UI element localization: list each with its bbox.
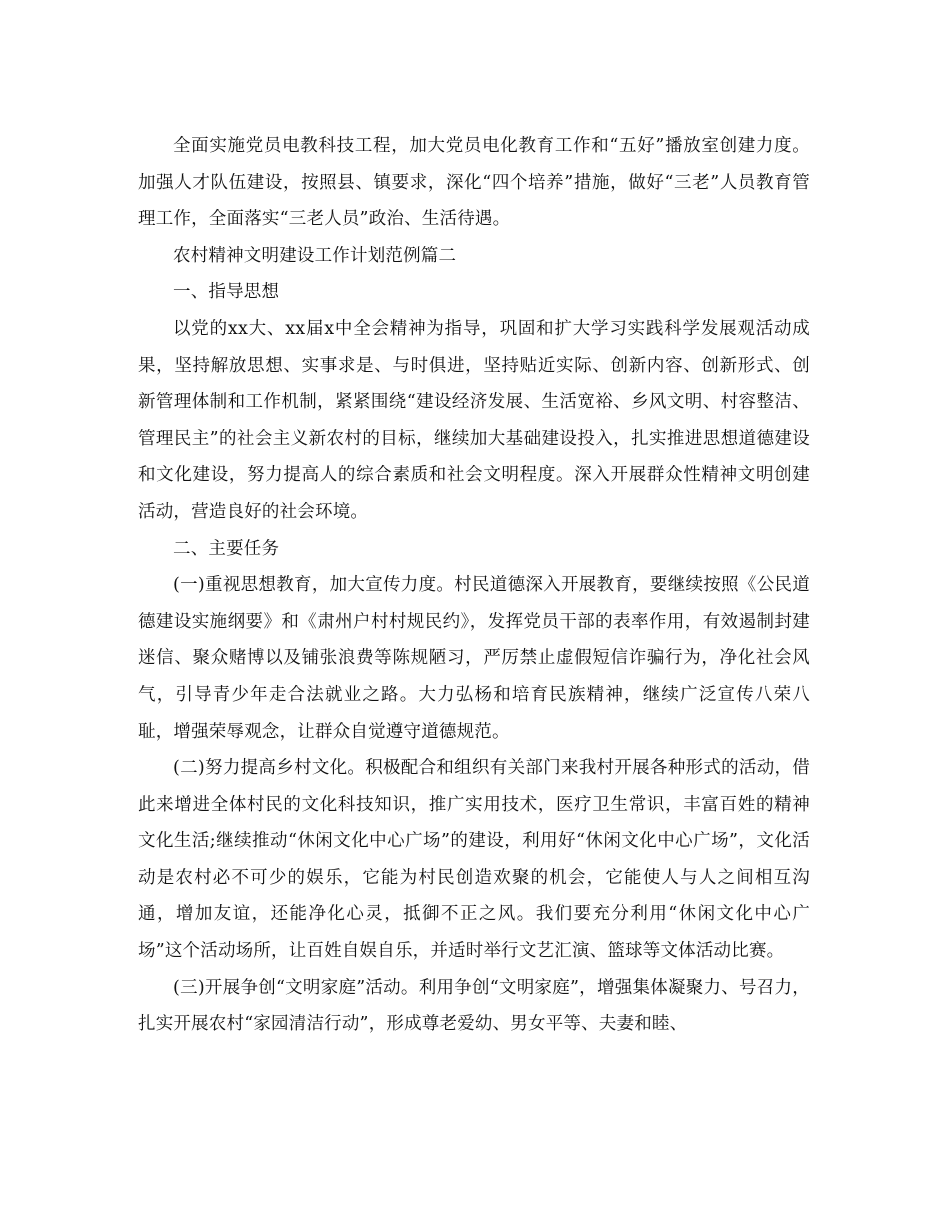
paragraph-guiding-ideology: 以党的xx大、xx届x中全会精神为指导，巩固和扩大学习实践科学发展观活动成果，坚持解放思想、实事求是、与时俱进，坚持贴近实际、创新内容、创新形式、创新管理体制和工作机制，紧紧围绕“建设经济发展、生活宽裕、乡风文明、村容整洁、管理民主”的社会主义新农村的目标，继续加大基础建设投入，扎实推进思想道德建设和文化建设，努力提高人的综合素质和社会文明程度。深入开展群众性精神文明创建活动，营造良好的社会环境。: [138, 318, 810, 522]
section-title-plan-example-two: 农村精神文明建设工作计划范例篇二: [173, 245, 457, 266]
heading-guiding-ideology: 一、指导思想: [173, 282, 280, 303]
paragraph-task-two: (二)努力提高乡村文化。积极配合和组织有关部门来我村开展各种形式的活动，借此来增进全体村民的文化科技知识，推广实用技术，医疗卫生常识，丰富百姓的精神文化生活;继续推动“休闲文化中心广场”的建设，利用好“休闲文化中心广场”，文化活动是农村必不可少的娱乐，它能为村民创造欢聚的机会，它能使人与人之间相互沟通，增加友谊，还能净化心灵，抵御不正之风。我们要充分利用“休闲文化中心广场”这个活动场所，让百姓自娱自乐，并适时举行文艺汇演、篮球等文体活动比赛。: [138, 758, 810, 962]
heading-main-tasks: 二、主要任务: [173, 538, 280, 559]
paragraph-task-one: (一)重视思想教育，加大宣传力度。村民道德深入开展教育，要继续按照《公民道德建设实施纲要》和《肃州户村村规民约》，发挥党员干部的表率作用，有效遏制封建迷信、聚众赌博以及铺张浪费等陈规陋习，严厉禁止虚假短信诈骗行为，净化社会风气，引导青少年走合法就业之路。大力弘杨和培育民族精神，继续广泛宣传八荣八耻，增强荣辱观念，让群众自觉遵守道德规范。: [138, 575, 810, 742]
paragraph-task-three: (三)开展争创“文明家庭”活动。利用争创“文明家庭”，增强集体凝聚力、号召力，扎实开展农村“家园清洁行动”，形成尊老爱幼、男女平等、夫妻和睦、: [138, 977, 810, 1035]
paragraph-party-education: 全面实施党员电教科技工程，加大党员电化教育工作和“五好”播放室创建力度。加强人才队伍建设，按照县、镇要求，深化“四个培养”措施，做好“三老”人员教育管理工作，全面落实“三老人员”政治、生活待遇。: [138, 136, 810, 230]
document-body: [138, 128, 810, 1043]
